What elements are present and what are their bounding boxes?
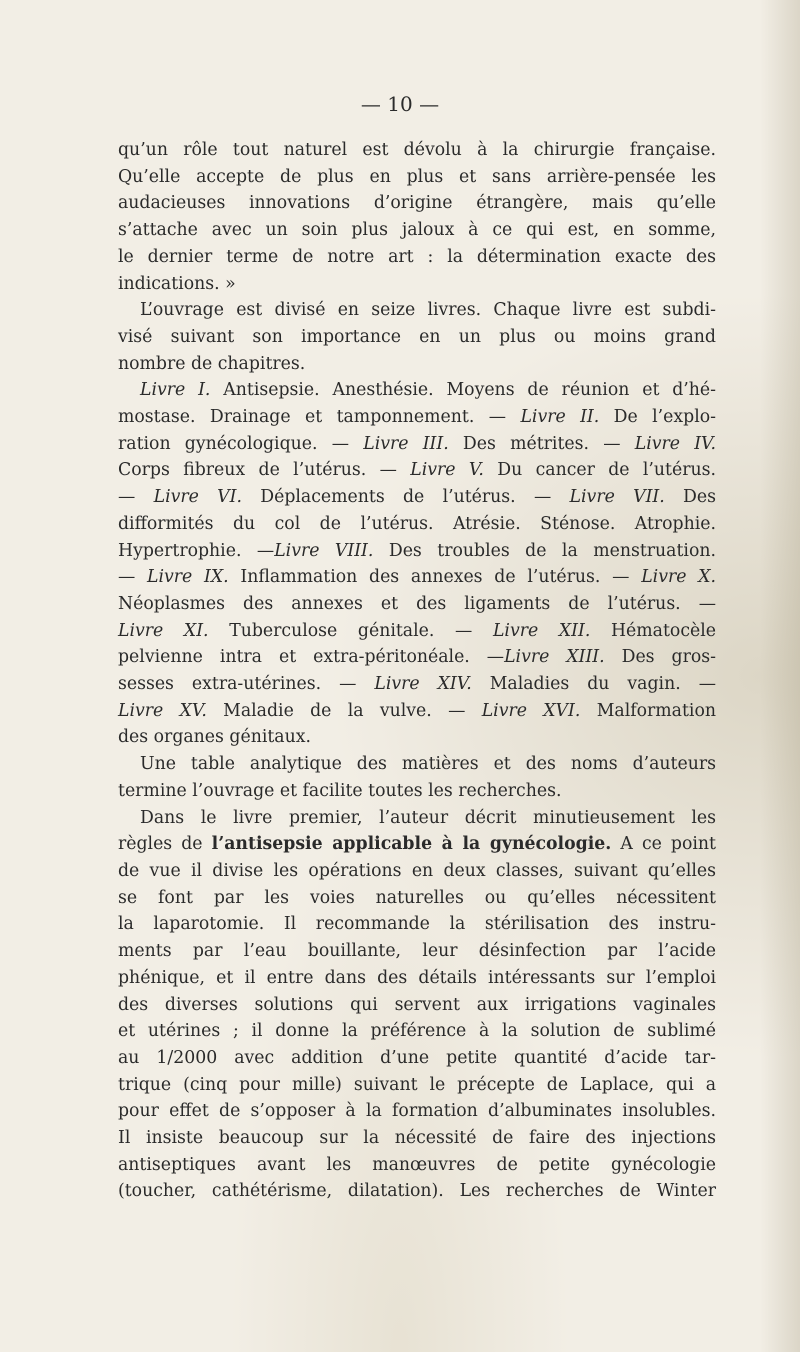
text-line: nombre de chapitres. [118, 353, 306, 374]
text-segment: — [118, 487, 154, 508]
text-segment: Des troubles de la menstruation. [373, 540, 716, 561]
text-line: difformités du col de l’utérus. Atrésie. Sténose. Atrophie. [118, 513, 716, 534]
book-reference: Livre VI. [153, 487, 242, 508]
text-line [118, 564, 716, 591]
text-line: Dans le livre premier, l’auteur décrit minutieusement les [140, 807, 716, 828]
text-line [118, 457, 716, 484]
emphasis-text: l’antisepsie applicable à la gynécologie. [211, 834, 612, 855]
book-reference: Livre VII. [569, 487, 665, 508]
text-line: audacieuses innovations d’origine étrangère, mais qu’elle [118, 193, 716, 214]
text-line: le dernier terme de notre art : la détermination exacte des [118, 246, 716, 267]
text-segment: — [118, 567, 148, 588]
text-line: des diverses solutions qui servent aux irrigations vaginales [118, 994, 716, 1015]
book-reference: Livre XIII. [504, 647, 605, 668]
text-segment: Antisepsie. Anesthésie. Moyens de réunion et d’hé- [210, 380, 716, 401]
text-segment: Inflammation des annexes de l’utérus. — [228, 567, 642, 588]
text-line: se font par les voies naturelles ou qu’elles nécessitent [118, 887, 716, 908]
text-line: L’ouvrage est divisé en seize livres. Chaque livre est subdi- [140, 300, 716, 321]
text-line: Néoplasmes des annexes et des ligaments de l’utérus. — [118, 593, 716, 614]
text-line: Il insiste beaucoup sur la nécessité de faire des injections [118, 1128, 716, 1149]
text-segment: Du cancer de l’utérus. [483, 460, 716, 481]
text-line [118, 831, 716, 858]
text-line [118, 644, 716, 671]
text-line: pour effet de s’opposer à la formation d’albuminates insolubles. [118, 1101, 716, 1122]
text-segment: Des métrites. — [448, 433, 635, 454]
book-reference: Livre IV. [634, 433, 716, 454]
book-reference: Livre IX. [147, 567, 229, 588]
book-reference: Livre I. [140, 380, 211, 401]
text-segment: pelvienne intra et extra-péritonéale. — [118, 647, 505, 668]
page-edge-shadow [760, 0, 800, 1352]
text-segment: Déplacements de l’utérus. — [241, 487, 570, 508]
book-reference: Livre XIV. [374, 674, 472, 695]
text-segment: Corps fibreux de l’utérus. — [118, 460, 411, 481]
text-line [118, 404, 716, 431]
text-line: qu’un rôle tout naturel est dévolu à la chirurgie française. [118, 140, 716, 160]
text-segment: Maladies du vagin. — [471, 674, 716, 695]
book-reference: Livre III. [363, 433, 449, 454]
text-line: Une table analytique des matières et des noms d’auteurs [140, 754, 716, 775]
book-reference: Livre XI. [118, 620, 209, 641]
book-reference: Livre XVI. [481, 700, 581, 721]
text-line: des organes génitaux. [118, 727, 311, 748]
book-reference: Livre V. [410, 460, 484, 481]
text-line [118, 431, 716, 458]
text-segment: ration gynécologique. — [118, 433, 364, 454]
book-reference: Livre XII. [492, 620, 591, 641]
text-line: (toucher, cathétérisme, dilatation). Les recherches de Winter [118, 1181, 716, 1202]
book-reference: Livre II. [520, 407, 600, 428]
text-segment: mostase. Drainage et tamponnement. — [118, 407, 521, 428]
text-line: la laparotomie. Il recommande la stérilisation des instru- [118, 914, 716, 935]
text-segment: De l’explo- [599, 407, 716, 428]
text-line: ments par l’eau bouillante, leur désinfection par l’acide [118, 941, 716, 962]
text-segment: Malformation [580, 700, 716, 721]
text-segment: A ce point [611, 834, 716, 855]
text-line [118, 698, 716, 725]
text-segment: sesses extra-utérines. — [118, 674, 375, 695]
book-reference: Livre X. [641, 567, 716, 588]
text-segment: Des gros- [604, 647, 716, 668]
text-line [118, 377, 716, 404]
text-line: termine l’ouvrage et facilite toutes les recherches. [118, 780, 562, 801]
text-line: visé suivant son importance en un plus ou moins grand [118, 326, 716, 347]
text-segment: Hématocèle [590, 620, 716, 641]
book-reference: Livre VIII. [274, 540, 374, 561]
text-line [118, 484, 716, 511]
text-line [118, 538, 716, 565]
text-segment: Des [664, 487, 716, 508]
text-line: indications. » [118, 273, 236, 294]
text-line: s’attache avec un soin plus jaloux à ce qui est, en somme, [118, 220, 716, 241]
text-line: phénique, et il entre dans des détails intéressants sur l’emploi [118, 967, 716, 988]
text-line: de vue il divise les opérations en deux classes, suivant qu’elles [118, 860, 716, 881]
text-segment: Maladie de la vulve. — [206, 700, 482, 721]
text-segment: Tuberculose génitale. — [208, 620, 493, 641]
page-number: — 10 — [360, 92, 440, 116]
text-line: antiseptiques avant les manœuvres de petite gynécologie [118, 1154, 716, 1175]
body-text [118, 137, 716, 1205]
book-reference: Livre XV. [118, 700, 207, 721]
text-line: au 1/2000 avec addition d’une petite quantité d’acide tar- [118, 1047, 716, 1068]
text-line: Qu’elle accepte de plus en plus et sans arrière-pensée les [118, 166, 716, 187]
text-line: et utérines ; il donne la préférence à la solution de sublimé [118, 1021, 716, 1042]
text-segment: règles de [118, 834, 212, 855]
text-line [118, 671, 716, 698]
text-segment: Hypertrophie. — [118, 540, 275, 561]
text-line [118, 618, 716, 645]
text-line: trique (cinq pour mille) suivant le précepte de Laplace, qui a [118, 1074, 716, 1095]
